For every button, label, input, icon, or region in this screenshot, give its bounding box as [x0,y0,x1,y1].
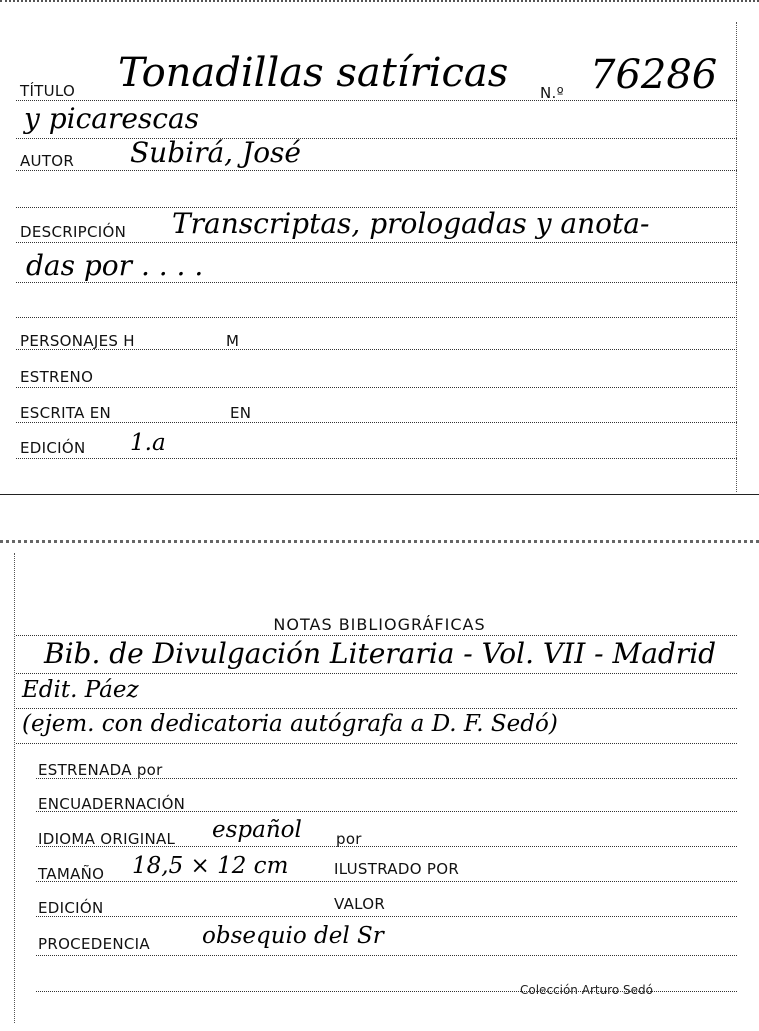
rule-line [36,916,737,917]
ilustrado-label: ILUSTRADO POR [334,860,460,878]
rule-line [16,282,737,283]
rule-line [16,673,737,674]
rule-line [16,100,737,101]
idioma-label: IDIOMA ORIGINAL [38,830,176,848]
rule-line [16,387,737,388]
rule-line [16,317,737,318]
autor-value: Subirá, José [130,136,301,169]
por-label: por [336,830,362,848]
escrita-en-label: ESCRITA EN [20,404,112,422]
edicion-label: EDICIÓN [20,439,86,457]
rule-line [36,881,737,882]
tamano-label: TAMAÑO [38,865,105,883]
edicion-label-bottom: EDICIÓN [38,899,104,917]
titulo-label: TÍTULO [20,82,76,100]
catalog-card-bottom [0,540,759,1031]
titulo-value: Tonadillas satíricas [118,50,509,96]
rule-line [16,635,737,636]
notas-heading: NOTAS BIBLIOGRÁFICAS [273,615,486,634]
rule-line [16,422,737,423]
catalog-card-top [0,0,759,495]
rule-line [16,458,737,459]
rule-line [16,138,737,139]
titulo-value-cont: y picarescas [24,102,200,135]
idioma-value: español [212,817,302,843]
rule-line [16,708,737,709]
personajes-m-label: M [226,332,240,350]
rule-line [36,955,737,956]
en-label: EN [230,404,252,422]
numero-label: N.º [540,84,564,102]
rule-line [16,743,737,744]
valor-label: VALOR [334,895,386,913]
descripcion-value-cont: das por . . . . [26,249,204,282]
descripcion-label: DESCRIPCIÓN [20,223,127,241]
notes-line-1: Bib. de Divulgación Literaria - Vol. VII - Madrid [44,637,717,670]
notes-line-3: (ejem. con dedicatoria autógrafa a D. F. Sedó) [22,711,558,737]
encuadernacion-label: ENCUADERNACIÓN [38,795,186,813]
notes-line-2: Edit. Páez [22,677,139,703]
tamano-value: 18,5 × 12 cm [132,853,289,879]
procedencia-label: PROCEDENCIA [38,935,150,953]
estrenada-label: ESTRENADA por [38,761,163,779]
personajes-label: PERSONAJES H [20,332,135,350]
estreno-label: ESTRENO [20,368,94,386]
numero-value: 76286 [590,52,718,98]
rule-line [16,170,737,171]
autor-label: AUTOR [20,152,75,170]
descripcion-value: Transcriptas, prologadas y anota- [172,207,650,240]
rule-line [16,242,737,243]
edicion-value: 1.a [130,430,166,456]
collection-stamp: Colección Arturo Sedó [520,983,653,997]
procedencia-value: obsequio del Sr [202,923,384,949]
